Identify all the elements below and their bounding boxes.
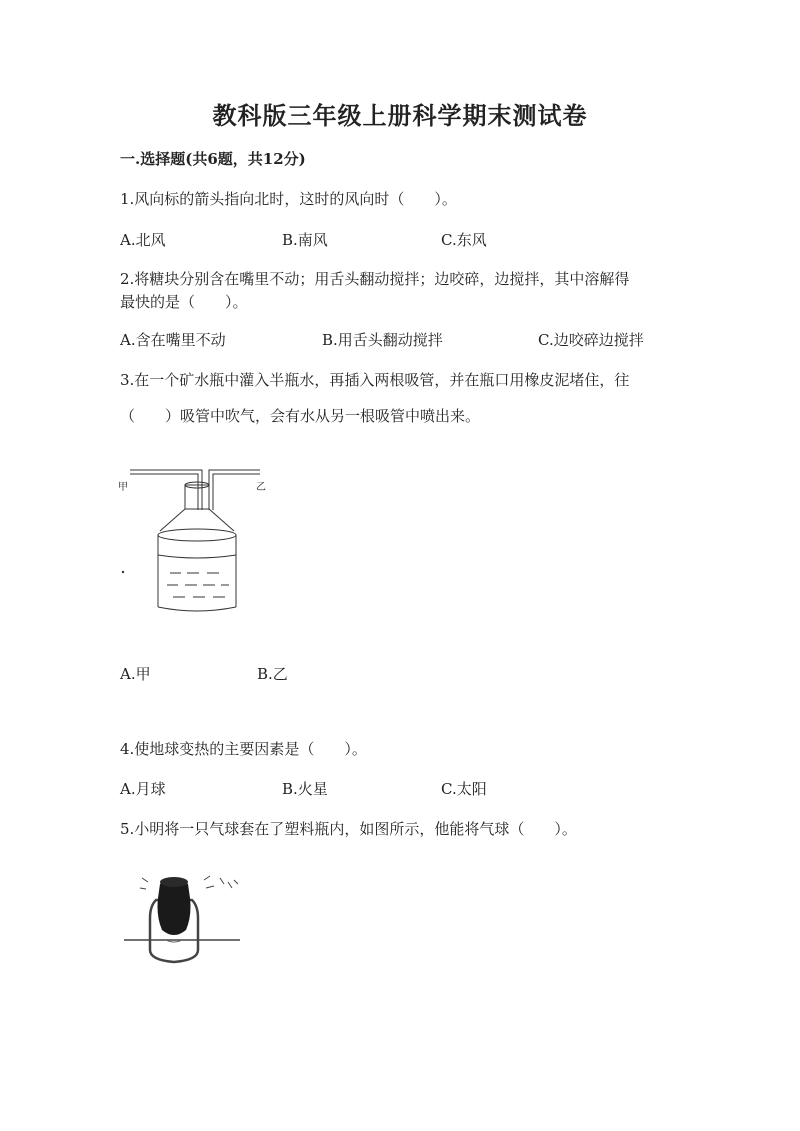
question-2-text-line-2: 最快的是（ ）。 bbox=[120, 293, 248, 311]
figure-label-left: 甲 bbox=[118, 482, 128, 493]
question-1-text: 1.风向标的箭头指向北时，这时的风向时（ ）。 bbox=[120, 190, 457, 208]
balloon-bottle-figure bbox=[122, 868, 247, 973]
question-3-text-line-1: 3.在一个矿水瓶中灌入半瓶水，再插入两根吸管，并在瓶口用橡皮泥堵住，往 bbox=[120, 371, 630, 389]
question-1-option-c: C.东风 bbox=[441, 231, 487, 249]
question-3-text-line-2: （ ）吸管中吹气，会有水从另一根吸管中喷出来。 bbox=[120, 407, 481, 425]
question-4-option-a: A.月球 bbox=[120, 780, 166, 798]
bottle-straws-figure bbox=[115, 455, 275, 625]
question-2-option-a: A.含在嘴里不动 bbox=[120, 331, 226, 349]
figure-label-right: 乙 bbox=[256, 482, 266, 493]
question-2-option-c: C.边咬碎边搅拌 bbox=[538, 331, 644, 349]
question-4-text: 4.使地球变热的主要因素是（ ）。 bbox=[120, 740, 367, 758]
question-4-option-c: C.太阳 bbox=[441, 780, 487, 798]
question-1-option-a: A.北风 bbox=[120, 231, 166, 249]
question-3-option-b: B.乙 bbox=[257, 665, 288, 683]
question-3-option-a: A.甲 bbox=[120, 665, 151, 683]
page-title: 教科版三年级上册科学期末测试卷 bbox=[212, 101, 588, 130]
question-5-text: 5.小明将一只气球套在了塑料瓶内，如图所示，他能将气球（ ）。 bbox=[120, 820, 577, 838]
question-2-option-b: B.用舌头翻动搅拌 bbox=[322, 331, 443, 349]
section-heading: 一.选择题(共6题，共12分) bbox=[120, 150, 306, 168]
question-2-text-line-1: 2.将糖块分别含在嘴里不动；用舌头翻动搅拌；边咬碎，边搅拌，其中溶解得 bbox=[120, 270, 630, 288]
question-4-option-b: B.火星 bbox=[282, 780, 328, 798]
question-1-option-b: B.南风 bbox=[282, 231, 328, 249]
